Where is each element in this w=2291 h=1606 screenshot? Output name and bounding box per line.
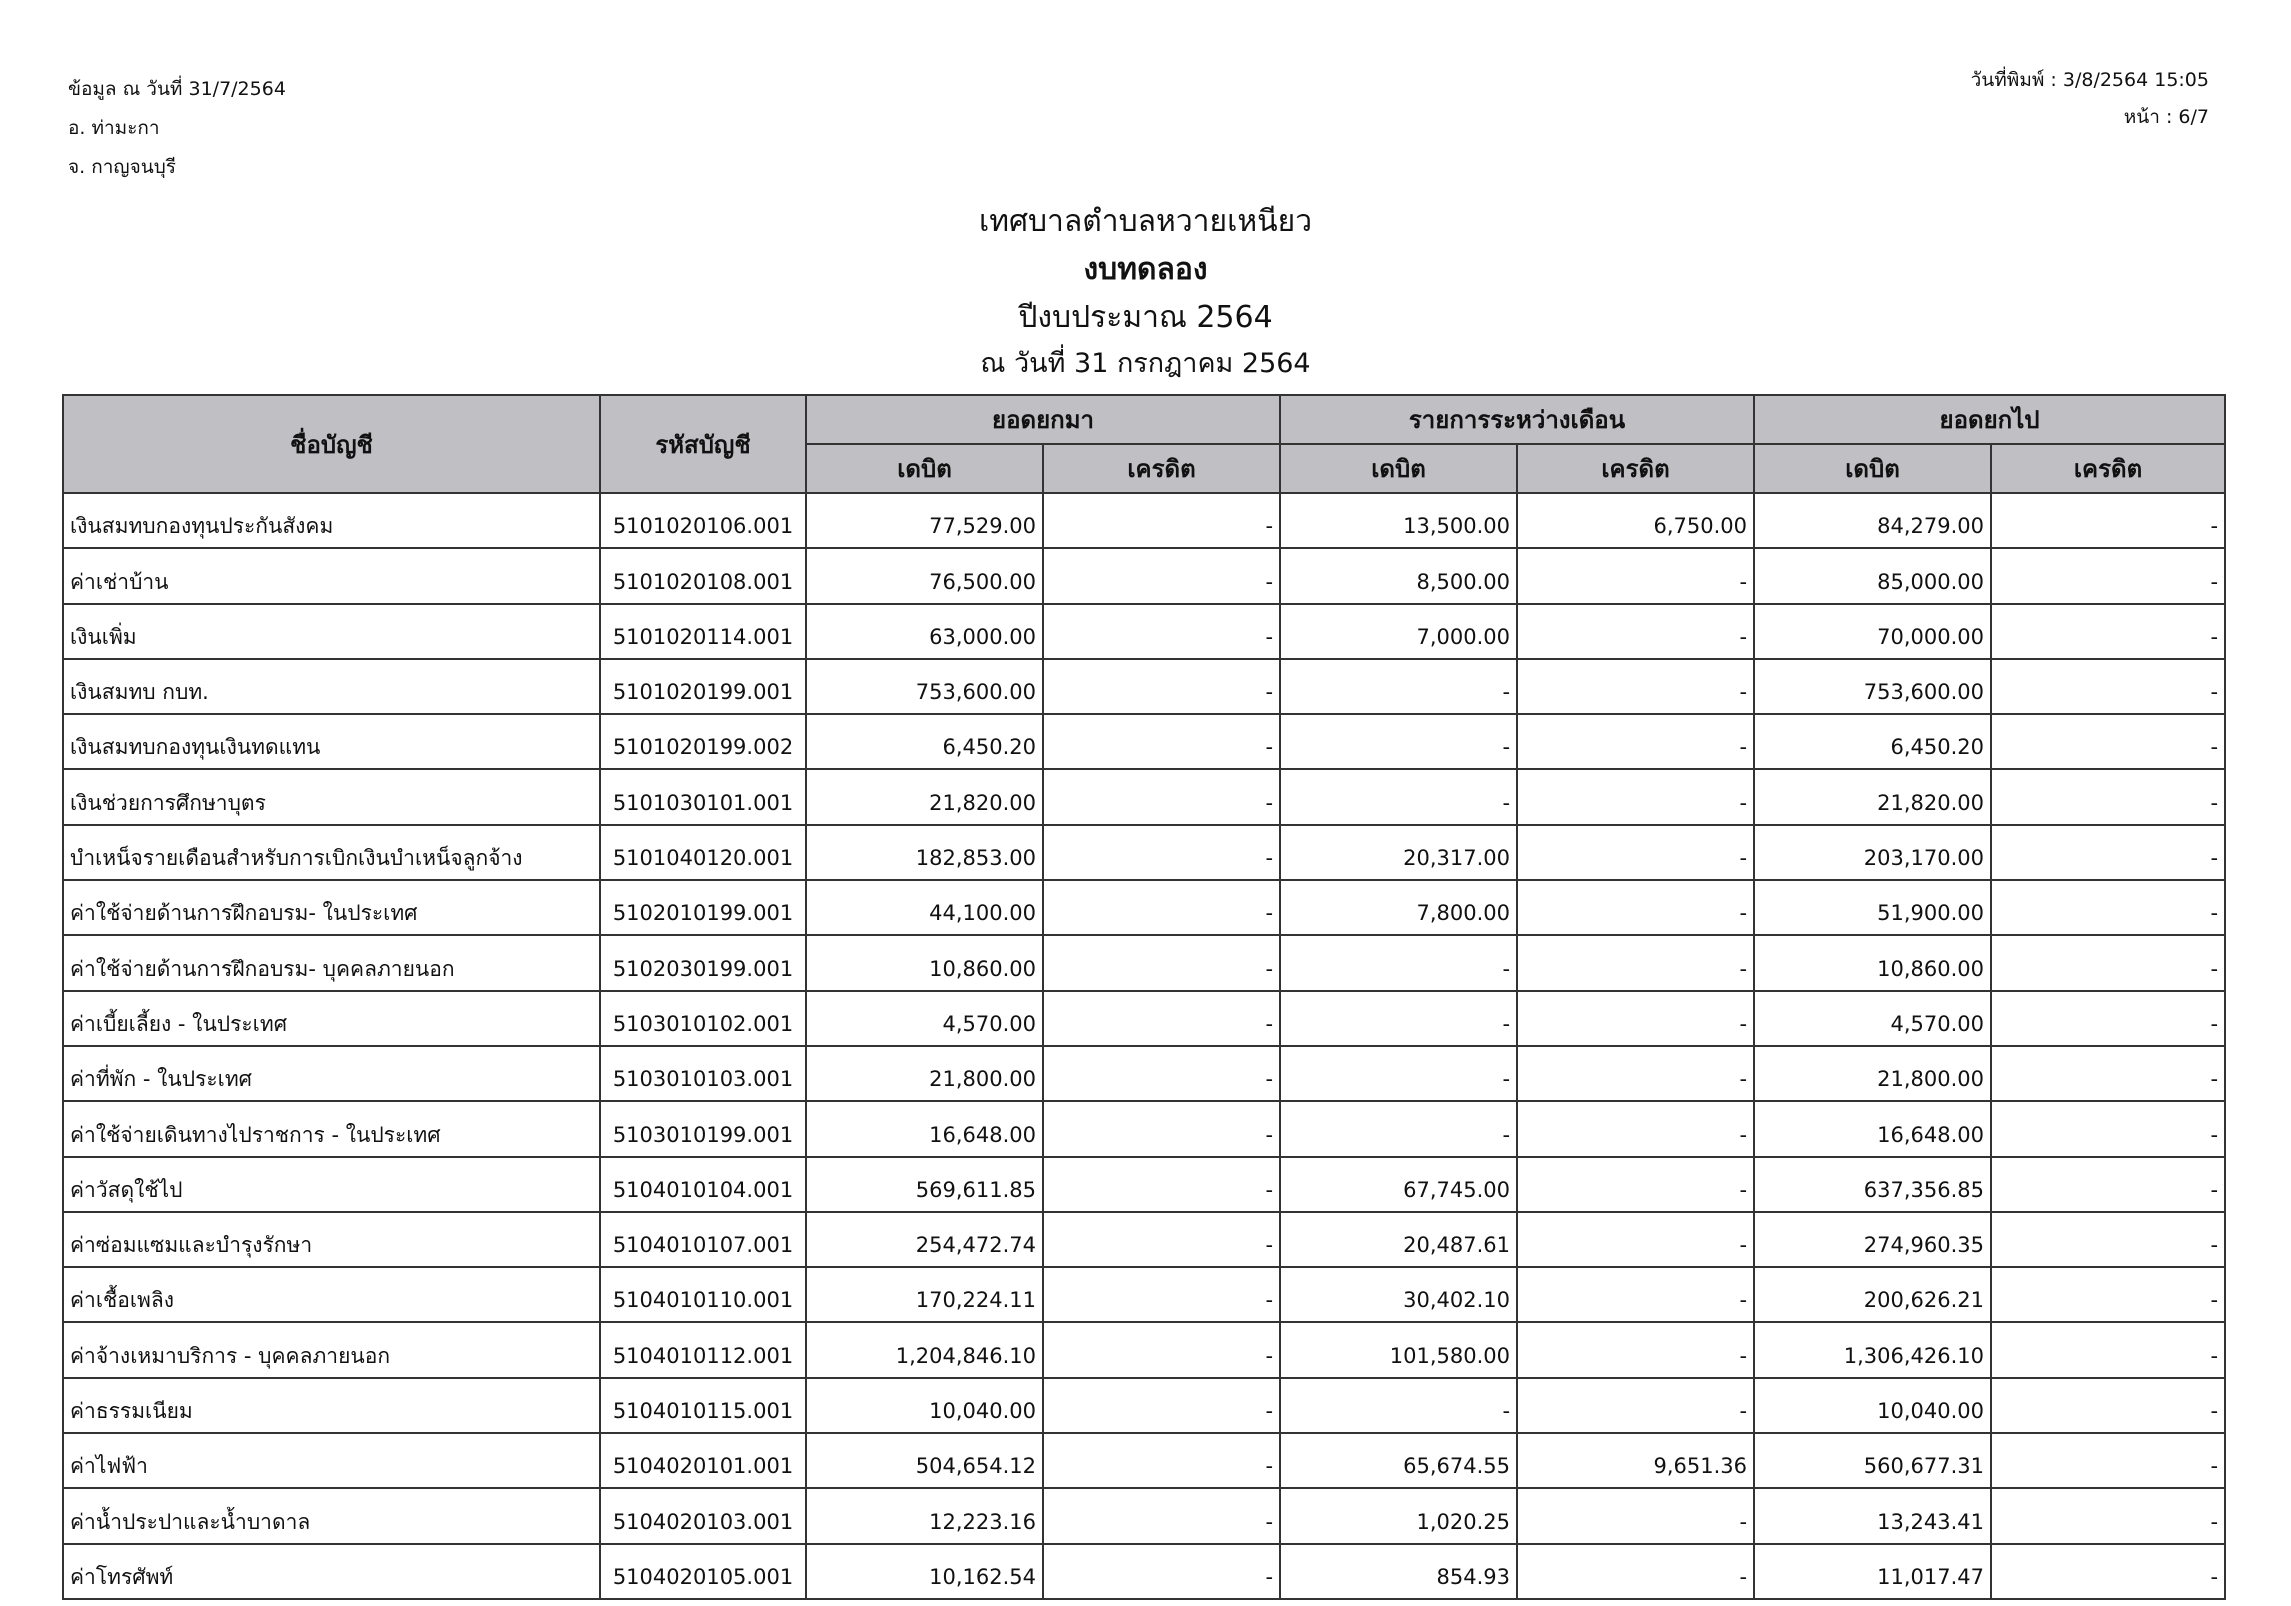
district: อ. ท่ามะกา: [68, 117, 160, 139]
table-row: [63, 1378, 2225, 1433]
account-name-cell: เงินสมทบ กบท.: [63, 659, 600, 714]
account-name-cell: ค่าใช้จ่ายด้านการฝึกอบรม- ในประเทศ: [63, 880, 600, 935]
bf-credit-cell: -: [1043, 769, 1280, 824]
account-code-cell: 5104010112.001: [600, 1322, 806, 1377]
account-code-cell: 5101040120.001: [600, 825, 806, 880]
cf-credit-cell: -: [1991, 548, 2225, 603]
table-row: [63, 1157, 2225, 1212]
table-row: [63, 1544, 2225, 1599]
cf-credit-cell: -: [1991, 493, 2225, 548]
month-debit-cell: 1,020.25: [1280, 1488, 1517, 1543]
month-credit-cell: -: [1517, 714, 1754, 769]
bf-credit-cell: -: [1043, 1101, 1280, 1156]
cf-debit-cell: 1,306,426.10: [1754, 1322, 1991, 1377]
cf-debit-cell: 11,017.47: [1754, 1544, 1991, 1599]
table-row: [63, 1267, 2225, 1322]
account-name-cell: ค่าที่พัก - ในประเทศ: [63, 1046, 600, 1101]
month-debit-cell: 13,500.00: [1280, 493, 1517, 548]
header-bf-credit: เครดิต: [1043, 444, 1280, 493]
bf-credit-cell: -: [1043, 1046, 1280, 1101]
month-debit-cell: 20,317.00: [1280, 825, 1517, 880]
account-name-cell: ค่าน้ำประปาและน้ำบาดาล: [63, 1488, 600, 1543]
cf-credit-cell: -: [1991, 714, 2225, 769]
account-name-cell: เงินเพิ่ม: [63, 604, 600, 659]
table-row: [63, 714, 2225, 769]
bf-debit-cell: 569,611.85: [806, 1157, 1043, 1212]
account-name-cell: ค่าวัสดุใช้ไป: [63, 1157, 600, 1212]
table-row: [63, 659, 2225, 714]
bf-credit-cell: -: [1043, 1322, 1280, 1377]
month-credit-cell: -: [1517, 1157, 1754, 1212]
bf-credit-cell: -: [1043, 1433, 1280, 1488]
bf-credit-cell: -: [1043, 604, 1280, 659]
cf-debit-cell: 10,860.00: [1754, 935, 1991, 990]
table-row: [63, 880, 2225, 935]
month-debit-cell: 8,500.00: [1280, 548, 1517, 603]
month-credit-cell: -: [1517, 1322, 1754, 1377]
bf-credit-cell: -: [1043, 714, 1280, 769]
report-titles: [0, 198, 2291, 386]
bf-debit-cell: 254,472.74: [806, 1212, 1043, 1267]
cf-debit-cell: 21,820.00: [1754, 769, 1991, 824]
bf-debit-cell: 63,000.00: [806, 604, 1043, 659]
table-row: [63, 1322, 2225, 1377]
account-name-cell: ค่าเชื้อเพลิง: [63, 1267, 600, 1322]
table-row: [63, 1488, 2225, 1543]
account-code-cell: 5104020105.001: [600, 1544, 806, 1599]
cf-credit-cell: -: [1991, 769, 2225, 824]
cf-debit-cell: 84,279.00: [1754, 493, 1991, 548]
bf-credit-cell: -: [1043, 659, 1280, 714]
organization-name: เทศบาลตำบลหวายเหนียว: [978, 204, 1313, 239]
table-row: [63, 1433, 2225, 1488]
account-name-cell: ค่าใช้จ่ายด้านการฝึกอบรม- บุคคลภายนอก: [63, 935, 600, 990]
header-account-name: ชื่อบัญชี: [63, 395, 600, 493]
bf-credit-cell: -: [1043, 991, 1280, 1046]
account-name-cell: ค่าเช่าบ้าน: [63, 548, 600, 603]
month-credit-cell: -: [1517, 935, 1754, 990]
bf-credit-cell: -: [1043, 1544, 1280, 1599]
cf-debit-cell: 51,900.00: [1754, 880, 1991, 935]
bf-debit-cell: 10,162.54: [806, 1544, 1043, 1599]
cf-credit-cell: -: [1991, 1157, 2225, 1212]
cf-debit-cell: 10,040.00: [1754, 1378, 1991, 1433]
bf-debit-cell: 504,654.12: [806, 1433, 1043, 1488]
cf-credit-cell: -: [1991, 1212, 2225, 1267]
account-code-cell: 5102010199.001: [600, 880, 806, 935]
table-row: [63, 548, 2225, 603]
account-code-cell: 5103010199.001: [600, 1101, 806, 1156]
cf-debit-cell: 6,450.20: [1754, 714, 1991, 769]
bf-credit-cell: -: [1043, 880, 1280, 935]
month-credit-cell: -: [1517, 548, 1754, 603]
account-code-cell: 5104010104.001: [600, 1157, 806, 1212]
header-account-code: รหัสบัญชี: [600, 395, 806, 493]
table-row: [63, 604, 2225, 659]
month-debit-cell: 67,745.00: [1280, 1157, 1517, 1212]
cf-debit-cell: 637,356.85: [1754, 1157, 1991, 1212]
as-of-date: ณ วันที่ 31 กรกฎาคม 2564: [980, 348, 1311, 379]
bf-debit-cell: 10,860.00: [806, 935, 1043, 990]
cf-debit-cell: 274,960.35: [1754, 1212, 1991, 1267]
month-credit-cell: -: [1517, 880, 1754, 935]
bf-credit-cell: -: [1043, 1488, 1280, 1543]
bf-credit-cell: -: [1043, 825, 1280, 880]
account-name-cell: ค่าจ้างเหมาบริการ - บุคคลภายนอก: [63, 1322, 600, 1377]
cf-credit-cell: -: [1991, 880, 2225, 935]
cf-credit-cell: -: [1991, 1544, 2225, 1599]
bf-debit-cell: 753,600.00: [806, 659, 1043, 714]
bf-credit-cell: -: [1043, 935, 1280, 990]
month-debit-cell: 101,580.00: [1280, 1322, 1517, 1377]
bf-credit-cell: -: [1043, 1212, 1280, 1267]
cf-debit-cell: 13,243.41: [1754, 1488, 1991, 1543]
table-row: [63, 1046, 2225, 1101]
month-debit-cell: 65,674.55: [1280, 1433, 1517, 1488]
data-date: ข้อมูล ณ วันที่ 31/7/2564: [68, 78, 286, 100]
month-debit-cell: 7,800.00: [1280, 880, 1517, 935]
cf-credit-cell: -: [1991, 1433, 2225, 1488]
month-credit-cell: -: [1517, 769, 1754, 824]
table-row: [63, 769, 2225, 824]
table-row: [63, 493, 2225, 548]
bf-debit-cell: 6,450.20: [806, 714, 1043, 769]
page-number: หน้า : 6/7: [2123, 106, 2209, 128]
bf-debit-cell: 4,570.00: [806, 991, 1043, 1046]
cf-credit-cell: -: [1991, 1322, 2225, 1377]
header-brought-forward: ยอดยกมา: [806, 395, 1280, 444]
month-credit-cell: -: [1517, 1267, 1754, 1322]
cf-credit-cell: -: [1991, 1101, 2225, 1156]
bf-debit-cell: 182,853.00: [806, 825, 1043, 880]
table-row: [63, 991, 2225, 1046]
cf-debit-cell: 753,600.00: [1754, 659, 1991, 714]
header-cf-debit: เดบิต: [1754, 444, 1991, 493]
month-debit-cell: -: [1280, 714, 1517, 769]
account-code-cell: 5104010115.001: [600, 1378, 806, 1433]
cf-credit-cell: -: [1991, 604, 2225, 659]
table-header: [63, 395, 2225, 493]
account-code-cell: 5101030101.001: [600, 769, 806, 824]
month-credit-cell: -: [1517, 825, 1754, 880]
month-debit-cell: -: [1280, 1046, 1517, 1101]
month-credit-cell: 9,651.36: [1517, 1433, 1754, 1488]
month-debit-cell: -: [1280, 991, 1517, 1046]
account-name-cell: ค่าเบี้ยเลี้ยง - ในประเทศ: [63, 991, 600, 1046]
report-meta-right: [1971, 62, 2209, 136]
cf-credit-cell: -: [1991, 1378, 2225, 1433]
month-credit-cell: 6,750.00: [1517, 493, 1754, 548]
table-row: [63, 825, 2225, 880]
month-credit-cell: -: [1517, 991, 1754, 1046]
bf-debit-cell: 44,100.00: [806, 880, 1043, 935]
cf-debit-cell: 21,800.00: [1754, 1046, 1991, 1101]
month-debit-cell: -: [1280, 769, 1517, 824]
bf-debit-cell: 170,224.11: [806, 1267, 1043, 1322]
bf-debit-cell: 21,800.00: [806, 1046, 1043, 1101]
cf-debit-cell: 4,570.00: [1754, 991, 1991, 1046]
month-debit-cell: 30,402.10: [1280, 1267, 1517, 1322]
account-code-cell: 5101020114.001: [600, 604, 806, 659]
print-date: วันที่พิมพ์ : 3/8/2564 15:05: [1970, 69, 2209, 91]
month-credit-cell: -: [1517, 1544, 1754, 1599]
account-code-cell: 5101020108.001: [600, 548, 806, 603]
bf-debit-cell: 77,529.00: [806, 493, 1043, 548]
bf-credit-cell: -: [1043, 548, 1280, 603]
account-name-cell: เงินสมทบกองทุนประกันสังคม: [63, 493, 600, 548]
month-credit-cell: -: [1517, 659, 1754, 714]
header-bf-debit: เดบิต: [806, 444, 1043, 493]
month-credit-cell: -: [1517, 604, 1754, 659]
account-code-cell: 5103010103.001: [600, 1046, 806, 1101]
month-debit-cell: -: [1280, 935, 1517, 990]
month-credit-cell: -: [1517, 1378, 1754, 1433]
cf-credit-cell: -: [1991, 935, 2225, 990]
header-during-month: รายการระหว่างเดือน: [1280, 395, 1754, 444]
bf-debit-cell: 21,820.00: [806, 769, 1043, 824]
fiscal-year: ปีงบประมาณ 2564: [1018, 300, 1273, 335]
account-name-cell: เงินช่วยการศึกษาบุตร: [63, 769, 600, 824]
cf-debit-cell: 203,170.00: [1754, 825, 1991, 880]
account-code-cell: 5101020199.002: [600, 714, 806, 769]
account-code-cell: 5104010110.001: [600, 1267, 806, 1322]
account-code-cell: 5101020106.001: [600, 493, 806, 548]
account-name-cell: ค่าใช้จ่ายเดินทางไปราชการ - ในประเทศ: [63, 1101, 600, 1156]
month-credit-cell: -: [1517, 1488, 1754, 1543]
cf-credit-cell: -: [1991, 1488, 2225, 1543]
bf-credit-cell: -: [1043, 1378, 1280, 1433]
account-code-cell: 5103010102.001: [600, 991, 806, 1046]
cf-credit-cell: -: [1991, 991, 2225, 1046]
account-name-cell: ค่าธรรมเนียม: [63, 1378, 600, 1433]
header-month-credit: เครดิต: [1517, 444, 1754, 493]
account-code-cell: 5101020199.001: [600, 659, 806, 714]
report-meta-left: [68, 70, 286, 187]
account-name-cell: ค่าซ่อมแซมและบำรุงรักษา: [63, 1212, 600, 1267]
bf-debit-cell: 16,648.00: [806, 1101, 1043, 1156]
cf-debit-cell: 16,648.00: [1754, 1101, 1991, 1156]
month-debit-cell: -: [1280, 1101, 1517, 1156]
table-row: [63, 935, 2225, 990]
table-body: [63, 493, 2225, 1599]
account-code-cell: 5102030199.001: [600, 935, 806, 990]
table-row: [63, 1212, 2225, 1267]
province: จ. กาญจนบุรี: [68, 156, 176, 178]
header-carried-forward: ยอดยกไป: [1754, 395, 2225, 444]
month-debit-cell: 7,000.00: [1280, 604, 1517, 659]
cf-debit-cell: 70,000.00: [1754, 604, 1991, 659]
account-name-cell: เงินสมทบกองทุนเงินทดแทน: [63, 714, 600, 769]
account-name-cell: ค่าโทรศัพท์: [63, 1544, 600, 1599]
month-credit-cell: -: [1517, 1212, 1754, 1267]
cf-credit-cell: -: [1991, 1267, 2225, 1322]
month-credit-cell: -: [1517, 1046, 1754, 1101]
bf-credit-cell: -: [1043, 1157, 1280, 1212]
bf-debit-cell: 12,223.16: [806, 1488, 1043, 1543]
table-row: [63, 1101, 2225, 1156]
month-debit-cell: 20,487.61: [1280, 1212, 1517, 1267]
month-debit-cell: -: [1280, 659, 1517, 714]
cf-debit-cell: 85,000.00: [1754, 548, 1991, 603]
account-code-cell: 5104020103.001: [600, 1488, 806, 1543]
bf-credit-cell: -: [1043, 493, 1280, 548]
month-debit-cell: 854.93: [1280, 1544, 1517, 1599]
bf-credit-cell: -: [1043, 1267, 1280, 1322]
header-month-debit: เดบิต: [1280, 444, 1517, 493]
bf-debit-cell: 1,204,846.10: [806, 1322, 1043, 1377]
month-credit-cell: -: [1517, 1101, 1754, 1156]
cf-credit-cell: -: [1991, 825, 2225, 880]
account-code-cell: 5104010107.001: [600, 1212, 806, 1267]
account-name-cell: ค่าไฟฟ้า: [63, 1433, 600, 1488]
cf-debit-cell: 200,626.21: [1754, 1267, 1991, 1322]
cf-debit-cell: 560,677.31: [1754, 1433, 1991, 1488]
bf-debit-cell: 76,500.00: [806, 548, 1043, 603]
account-code-cell: 5104020101.001: [600, 1433, 806, 1488]
cf-credit-cell: -: [1991, 659, 2225, 714]
cf-credit-cell: -: [1991, 1046, 2225, 1101]
bf-debit-cell: 10,040.00: [806, 1378, 1043, 1433]
header-cf-credit: เครดิต: [1991, 444, 2225, 493]
report-title: งบทดลอง: [1083, 252, 1208, 287]
account-name-cell: บำเหน็จรายเดือนสำหรับการเบิกเงินบำเหน็จลูกจ้าง: [63, 825, 600, 880]
month-debit-cell: -: [1280, 1378, 1517, 1433]
trial-balance-table: [62, 394, 2226, 1600]
